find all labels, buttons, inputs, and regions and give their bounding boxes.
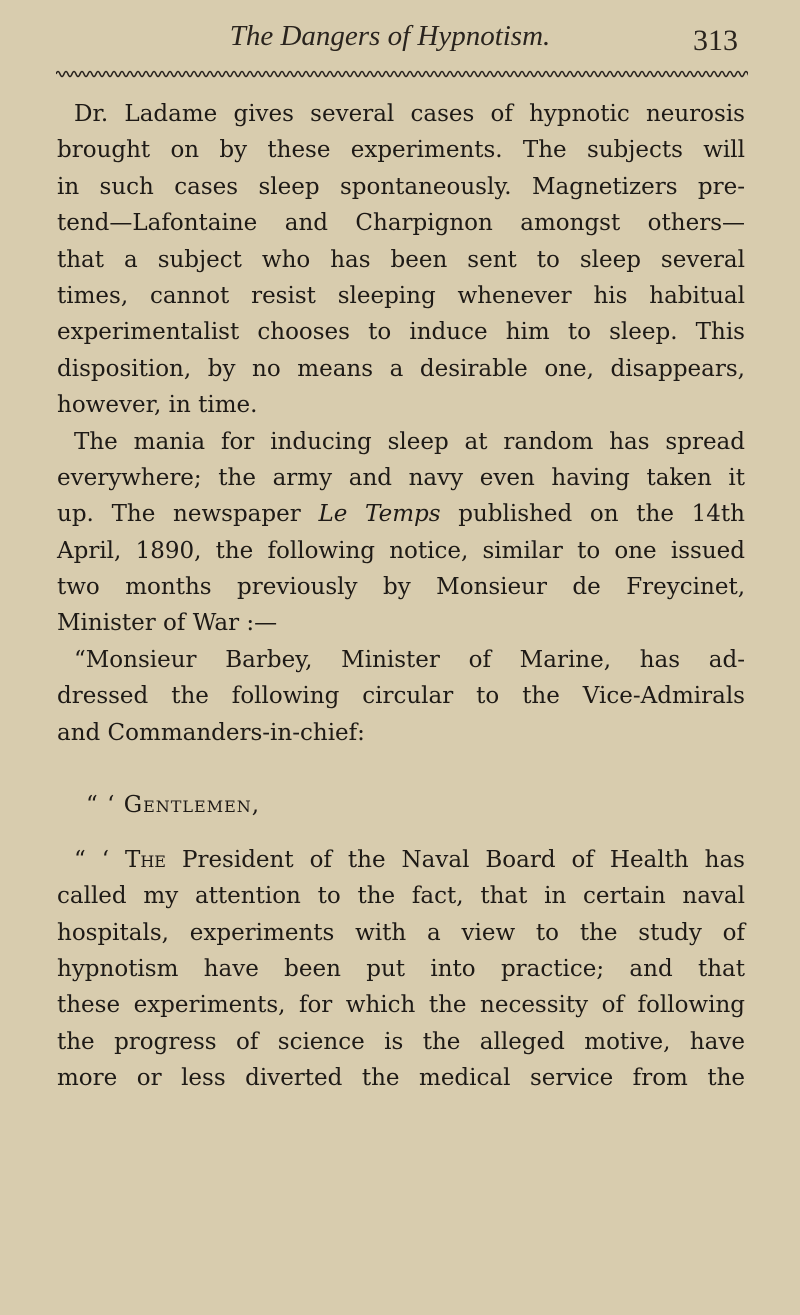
text-line: times, cannot resist sleeping whenever his habitual [57,282,745,309]
text-fragment: President of the Naval Board of Health has [166,846,745,873]
newspaper-title: Le Temps [318,501,441,528]
paragraph-2 [0,424,800,642]
text-line: and Commanders-in-chief: [57,719,365,746]
blank-line [0,824,800,842]
text-line: experimentalist chooses to induce him to sleep. This [57,319,745,346]
text-line: called my attention to the fact, that in certain naval [57,883,745,910]
text-line: two months previously by Monsieur de Freycinet, [57,574,745,601]
text-fragment: published on the 14th [440,501,745,528]
text-line: dressed the following circular to the Vice-Admirals [57,683,745,710]
text-line: disposition, by no means a desirable one, disappears, [57,355,745,382]
text-line: that a subject who has been sent to sleep several [57,246,745,273]
text-fragment: “ ‘ [74,846,126,873]
text-fragment: The [125,846,166,873]
ornamental-rule [56,68,748,80]
text-line: tend—Lafontaine and Charpignon amongst others— [57,210,745,237]
text-line: brought on by these experiments. The subjects will [57,137,745,164]
text-line: hypnotism have been put into practice; and that [57,955,745,982]
paragraph-3 [0,642,800,751]
text-fragment: up. The newspaper [57,501,319,528]
text-line: “Monsieur Barbey, Minister of Marine, has ad- [74,646,745,673]
text-line: hospitals, experiments with a view to the study of [57,919,745,946]
paragraph-1 [0,96,800,424]
text-line: everywhere; the army and navy even having taken it [57,464,745,491]
text-line: more or less diverted the medical service from the [57,1065,745,1092]
text-line: these experiments, for which the necessity of following [57,992,745,1019]
page-header [0,10,800,66]
text-line: The mania for inducing sleep at random has spread [74,428,745,455]
running-title: The Dangers of Hypnotism. [229,20,551,52]
text-line [0,496,745,532]
blank-line [0,751,800,787]
text-line: Dr. Ladame gives several cases of hypnotic neurosis [74,101,745,127]
text-line: however, in time. [57,392,258,419]
paragraph-4 [0,842,800,1097]
text-line: the progress of science is the alleged motive, have [57,1028,745,1055]
page-number: 313 [693,24,738,57]
body-text [0,96,800,1097]
text-line: April, 1890, the following notice, similar to one issued [57,537,745,564]
text-line [0,842,745,878]
text-line: Minister of War :— [57,610,278,637]
text-line: in such cases sleep spontaneously. Magnetizers pre- [57,173,745,200]
salutation: “ ‘ Gentlemen, [86,792,261,819]
